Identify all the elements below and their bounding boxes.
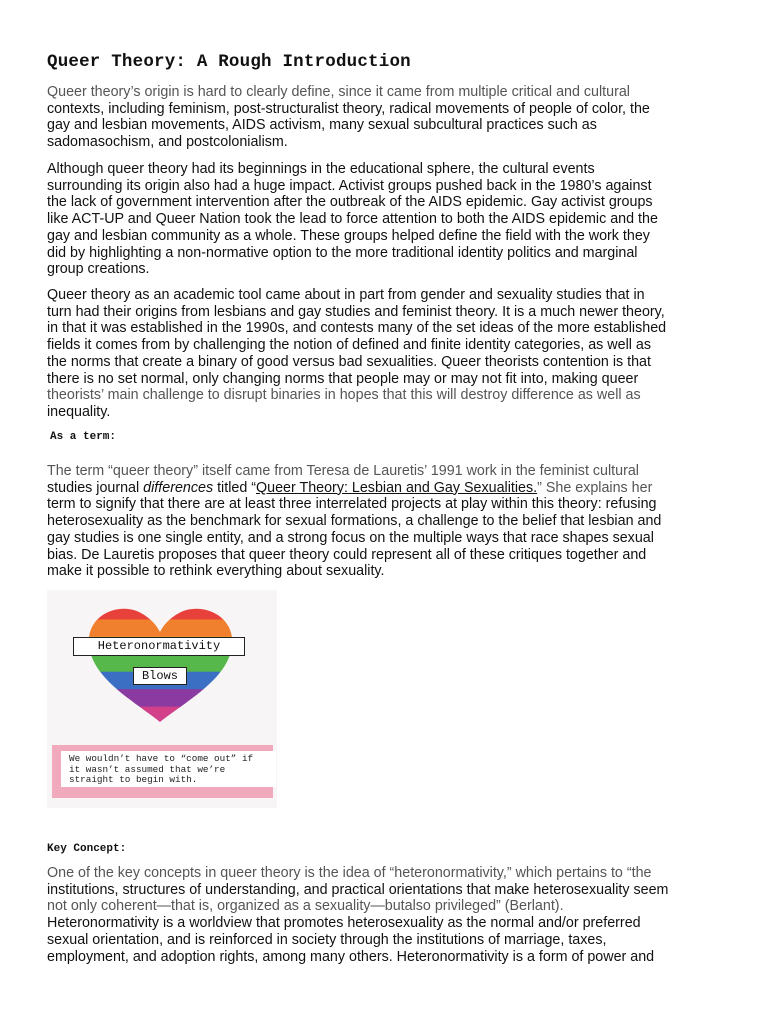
text-run: titled “ (213, 479, 257, 496)
text-line: the norms that create a binary of good versus bad sexualities. Queer theorists contention is that (47, 353, 651, 370)
work-title-link[interactable]: Queer Theory: Lesbian and Gay Sexualities. (256, 479, 538, 496)
text-line: gay and lesbian community as a whole. These groups helped define the field with the work they (47, 227, 650, 244)
heart-stripe (77, 689, 247, 707)
quote-line: straight to begin with. (69, 774, 198, 786)
text-line: The term “queer theory” itself came from Teresa de Lauretis’ 1991 work in the feminist cultural (47, 463, 639, 479)
text-line: institutions, structures of understanding, and practical orientations that make heterosexuality seem (47, 881, 669, 898)
quote-frame (52, 745, 273, 798)
text-line: inequality. (47, 403, 111, 420)
text-line: employment, and adoption rights, among many others. Heteronormativity is a form of power and (47, 948, 655, 965)
paragraph-as-a-term (47, 463, 737, 580)
journal-title: differences (143, 479, 214, 496)
heart-stripe (77, 602, 247, 620)
paragraph-origin (47, 84, 737, 151)
text-line: One of the key concepts in queer theory is the idea of “heteronormativity,” which pertains to “the (47, 865, 652, 881)
text-run: studies journal (47, 479, 144, 496)
quote-line: it wasn’t assumed that we’re (69, 763, 226, 775)
text-line: Queer theory as an academic tool came about in part from gender and sexuality studies that in (47, 287, 645, 303)
text-run: ” She explains her (537, 479, 653, 496)
text-line: Queer theory’s origin is hard to clearly define, since it came from multiple critical and cultural (47, 84, 630, 100)
text-line: bias. De Lauretis proposes that queer theory could represent all of these critiques together and (47, 546, 647, 563)
text-line: in that it was established in the 1990s, and contests many of the set ideas of the more established (47, 320, 667, 337)
section-heading-key-concept: Key Concept: (47, 843, 127, 855)
text-line: contexts, including feminism, post-structuralist theory, radical movements of people of color, the (47, 100, 650, 117)
text-line: gay studies is one single entity, and a strong focus on the multiple ways that race shapes sexual (47, 529, 654, 546)
text-line: heterosexuality as the benchmark for sexual formations, a challenge to the belief that lesbian and (47, 513, 662, 530)
text-line (47, 480, 737, 497)
paragraph-key-concept (47, 865, 737, 965)
text-line: the lack of government intervention after the outbreak of the AIDS epidemic. Gay activist groups (47, 194, 653, 211)
text-line: like ACT-UP and Queer Nation took the lead to force attention to both the AIDS epidemic and the (47, 211, 658, 228)
text-line: not only coherent—that is, organized as a sexuality—butalso privileged” (Berlant). (47, 898, 564, 915)
text-line: gay and lesbian movements, AIDS activism, many sexual subcultural practices such as (47, 117, 597, 134)
text-line: group creations. (47, 261, 150, 278)
text-line: theorists’ main challenge to disrupt binaries in hopes that this will destroy difference as well as (47, 387, 641, 404)
text-line: term to signify that there are at least three interrelated projects at play within this theory: refusing (47, 496, 657, 513)
heart-stripe (77, 707, 247, 725)
rainbow-heart-icon (47, 590, 277, 740)
text-line: fields it comes from by challenging the notion of defined and finite identity categories, as well as (47, 337, 651, 354)
section-heading-as-a-term: As a term: (50, 431, 117, 443)
document-title: Queer Theory: A Rough Introduction (47, 52, 411, 72)
quote-line: We wouldn’t have to “come out” if (69, 753, 254, 764)
text-line: make it possible to rethink everything about sexuality. (47, 563, 385, 580)
text-line: Heteronormativity is a worldview that promotes heterosexuality as the normal and/or preferred (47, 915, 641, 932)
paragraph-cultural-events (47, 161, 737, 278)
text-line: Although queer theory had its beginnings in the educational sphere, the cultural events (47, 161, 595, 177)
heteronormativity-poster-image (47, 590, 277, 808)
text-line: there is no set normal, only changing norms that people may or may not fit into, making queer (47, 370, 639, 387)
text-line: did by highlighting a non-normative option to the more traditional identity politics and marginal (47, 244, 638, 261)
text-line: surrounding its origin also had a huge impact. Activist groups pushed back in the 1980’s against (47, 177, 652, 194)
heart-stripe (77, 619, 247, 637)
quote-text (61, 751, 276, 787)
blows-label: Blows (133, 667, 187, 685)
text-line: sadomasochism, and postcolonialism. (47, 134, 288, 151)
text-line: turn had their origins from lesbians and gay studies and feminist theory. It is a much newer theory, (47, 303, 665, 320)
paragraph-academic-tool (47, 287, 737, 421)
text-line: sexual orientation, and is reinforced in society through the institutions of marriage, taxes, (47, 931, 607, 948)
heteronormativity-label: Heteronormativity (73, 637, 245, 656)
